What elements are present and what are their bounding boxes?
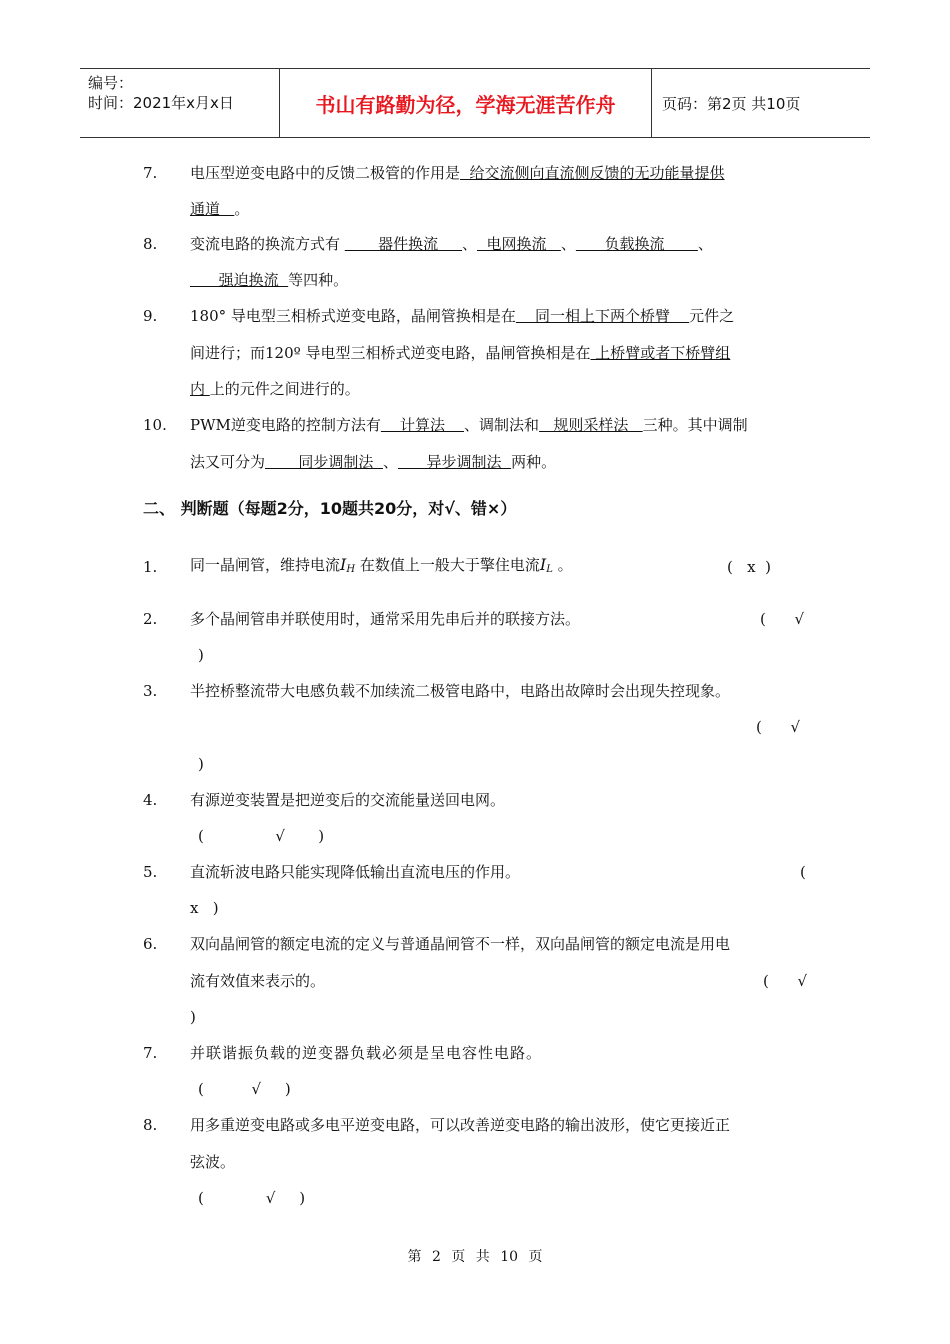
answer-blank: 电网换流 bbox=[477, 235, 561, 253]
answer-mark-close: x ) bbox=[190, 899, 219, 917]
item-number: 8. bbox=[143, 1116, 158, 1134]
item-text: 元件之 bbox=[689, 307, 735, 325]
answer-blank: 上桥臂或者下桥臂组 bbox=[590, 344, 731, 362]
section-heading: 二、 判断题（每题2分，10题共20分，对√、错×） bbox=[143, 499, 517, 518]
item-text-continued: 流有效值来表示的。 bbox=[190, 972, 326, 990]
answer-blank: 同一相上下两个桥臂 bbox=[515, 307, 690, 325]
item-text: 有源逆变装置是把逆变后的交流能量送回电网。 bbox=[190, 791, 506, 809]
answer-blank: 器件换流 bbox=[344, 235, 462, 253]
item-text: 180° 导电型三相桥式逆变电路，晶闸管换相是在 bbox=[190, 307, 516, 325]
item-number: 7. bbox=[143, 1044, 158, 1062]
item-number: 10. bbox=[143, 416, 167, 434]
item-line bbox=[190, 306, 734, 326]
item-line bbox=[190, 415, 748, 435]
answer-blank: 通道 bbox=[190, 200, 235, 218]
separator: 、 bbox=[697, 235, 713, 253]
answer-mark: ( √ ) bbox=[198, 1080, 291, 1098]
item-number: 2. bbox=[143, 610, 158, 628]
item-number: 9. bbox=[143, 307, 158, 325]
answer-blank: 内 bbox=[190, 380, 210, 398]
item-text: 、调制法和 bbox=[464, 416, 540, 434]
header-meta bbox=[80, 69, 280, 137]
item-text: PWM逆变电路的控制方法有 bbox=[190, 416, 381, 434]
answer-blank: 给交流侧向直流侧反馈的无功能量提供 bbox=[460, 164, 725, 182]
answer-mark: ( √ bbox=[763, 972, 808, 990]
answer-blank: 强迫换流 bbox=[190, 271, 289, 289]
item-number: 7. bbox=[143, 164, 158, 182]
item-text: 半控桥整流带大电感负载不加续流二极管电路中，电路出故障时会出现失控现象。 bbox=[190, 682, 731, 700]
item-text: 等四种。 bbox=[288, 271, 349, 289]
document-number-label: 编号： bbox=[88, 74, 134, 92]
document-date: 时间：2021年x月x日 bbox=[88, 94, 234, 112]
item-number: 1. bbox=[143, 558, 158, 576]
latching-current-symbol: I bbox=[539, 555, 547, 574]
item-text: 法又可分为 bbox=[190, 453, 266, 471]
item-line bbox=[190, 343, 730, 363]
item-text: 三种。其中调制 bbox=[642, 416, 748, 434]
answer-mark: ( √ bbox=[760, 610, 805, 628]
item-line bbox=[190, 234, 713, 254]
page-footer: 第 2 页 共 10 页 bbox=[407, 1249, 543, 1265]
symbol-subscript: L bbox=[546, 564, 553, 575]
item-text: 用多重逆变电路或多电平逆变电路，可以改善逆变电路的输出波形，使它更接近正 bbox=[190, 1116, 731, 1134]
separator: 、 bbox=[462, 235, 478, 253]
item-text: 并联谐振负载的逆变器负载必须是呈电容性电路。 bbox=[190, 1044, 543, 1062]
item-line bbox=[190, 555, 573, 580]
item-text: 双向晶闸管的额定电流的定义与普通晶闸管不一样，双向晶闸管的额定电流是用电 bbox=[190, 935, 731, 953]
header-page-info: 页码：第2页 共10页 bbox=[662, 94, 801, 113]
symbol-subscript: H bbox=[346, 564, 356, 575]
item-text: 。 bbox=[234, 200, 250, 218]
item-text: 上的元件之间进行的。 bbox=[209, 380, 360, 398]
item-number: 3. bbox=[143, 682, 158, 700]
answer-mark: ( √ bbox=[756, 718, 801, 736]
item-text: 多个晶闸管串并联使用时，通常采用先串后并的联接方法。 bbox=[190, 610, 581, 628]
answer-blank: 规则采样法 bbox=[539, 416, 643, 434]
item-number: 4. bbox=[143, 791, 158, 809]
item-line bbox=[190, 452, 556, 472]
answer-mark-close: ) bbox=[198, 646, 204, 664]
answer-mark: ( x ) bbox=[727, 558, 772, 576]
page-header bbox=[80, 68, 870, 138]
item-text: 变流电路的换流方式有 bbox=[190, 235, 345, 253]
item-line bbox=[190, 199, 249, 219]
item-number: 5. bbox=[143, 863, 158, 881]
answer-mark: ( bbox=[800, 863, 806, 881]
answer-blank: 负载换流 bbox=[575, 235, 698, 253]
item-number: 8. bbox=[143, 235, 158, 253]
holding-current-symbol: I bbox=[340, 555, 347, 574]
item-text: 。 bbox=[557, 556, 573, 574]
answer-blank: 同步调制法 bbox=[265, 453, 383, 471]
header-motto: 书山有路勤为径，学海无涯苦作舟 bbox=[280, 69, 652, 137]
item-number: 6. bbox=[143, 935, 158, 953]
answer-mark-close: ) bbox=[198, 755, 204, 773]
answer-mark: ( √ ) bbox=[198, 827, 325, 845]
item-text-continued: 弦波。 bbox=[190, 1153, 236, 1171]
separator: 、 bbox=[560, 235, 576, 253]
answer-blank: 计算法 bbox=[380, 416, 465, 434]
item-text: 间进行；而120º 导电型三相桥式逆变电路，晶闸管换相是在 bbox=[190, 344, 591, 362]
answer-mark: ( √ ) bbox=[198, 1189, 306, 1207]
item-text: 直流斩波电路只能实现降低输出直流电压的作用。 bbox=[190, 863, 521, 881]
item-text: 电压型逆变电路中的反馈二极管的作用是 bbox=[190, 164, 461, 182]
item-text: 两种。 bbox=[511, 453, 557, 471]
item-text: 在数值上一般大于擎住电流 bbox=[359, 556, 540, 574]
separator: 、 bbox=[382, 453, 398, 471]
item-line bbox=[190, 163, 725, 183]
item-line bbox=[190, 270, 348, 290]
answer-mark-close: ) bbox=[190, 1008, 196, 1026]
answer-blank: 异步调制法 bbox=[397, 453, 512, 471]
item-line bbox=[190, 379, 360, 399]
item-text: 同一晶闸管，维持电流 bbox=[190, 556, 341, 574]
